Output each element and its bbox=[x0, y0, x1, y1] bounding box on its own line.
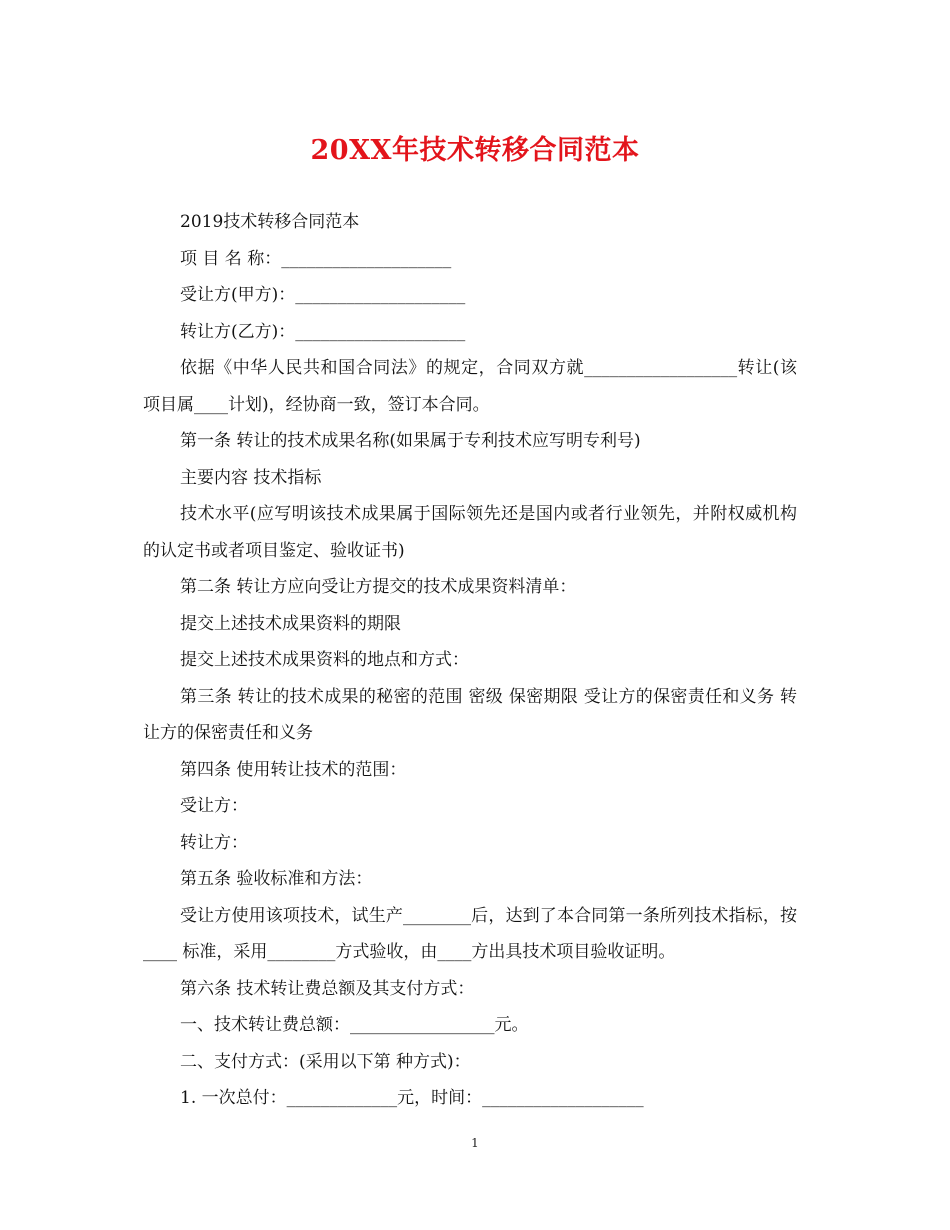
paragraph: 2019技术转移合同范本 bbox=[180, 212, 360, 232]
paragraph: 提交上述技术成果资料的期限 bbox=[180, 613, 401, 634]
paragraph: 依据《中华人民共和国合同法》的规定，合同双方就__________________转让(该项目属____计划)，经协商一致，签订本合同。 bbox=[143, 358, 797, 415]
paragraph: 受让方： bbox=[180, 796, 248, 816]
paragraph: 受让方(甲方)：____________________ bbox=[180, 285, 466, 305]
paragraph: 二、支付方式：(采用以下第 种方式)： bbox=[180, 1051, 471, 1072]
document-title: 20XX年技术转移合同范本 bbox=[310, 135, 640, 166]
paragraph: 第二条 转让方应向受让方提交的技术成果资料清单： bbox=[180, 577, 577, 597]
paragraph: 转让方： bbox=[180, 832, 248, 853]
paragraph: 主要内容 技术指标 bbox=[180, 467, 322, 488]
paragraph: 第三条 转让的技术成果的秘密的范围 密级 保密期限 受让方的保密责任和义务 转让方的保密责任和义务 bbox=[143, 686, 797, 743]
paragraph: 转让方(乙方)：____________________ bbox=[180, 321, 466, 342]
paragraph: 提交上述技术成果资料的地点和方式： bbox=[180, 650, 469, 670]
paragraph: 第六条 技术转让费总额及其支付方式： bbox=[180, 978, 475, 999]
paragraph: 受让方使用该项技术，试生产________后，达到了本合同第一条所列技术指标，按____ 标准，采用________方式验收，由____方出具技术项目验收证明。 bbox=[143, 905, 797, 962]
document-body bbox=[143, 204, 797, 1117]
paragraph: 一、技术转让费总额：_________________元。 bbox=[180, 1015, 529, 1035]
paragraph: 1. 一次总付：_____________元，时间：___________________ bbox=[180, 1088, 644, 1108]
page-number: 1 bbox=[471, 1136, 479, 1150]
paragraph: 第四条 使用转让技术的范围： bbox=[180, 759, 407, 780]
paragraph: 第一条 转让的技术成果名称(如果属于专利技术应写明专利号) bbox=[180, 431, 641, 451]
paragraph: 第五条 验收标准和方法： bbox=[180, 869, 373, 889]
paragraph: 技术水平(应写明该技术成果属于国际领先还是国内或者行业领先，并附权威机构的认定书或者项目鉴定、验收证书) bbox=[143, 504, 797, 561]
paragraph: 项 目 名 称：____________________ bbox=[180, 248, 452, 269]
